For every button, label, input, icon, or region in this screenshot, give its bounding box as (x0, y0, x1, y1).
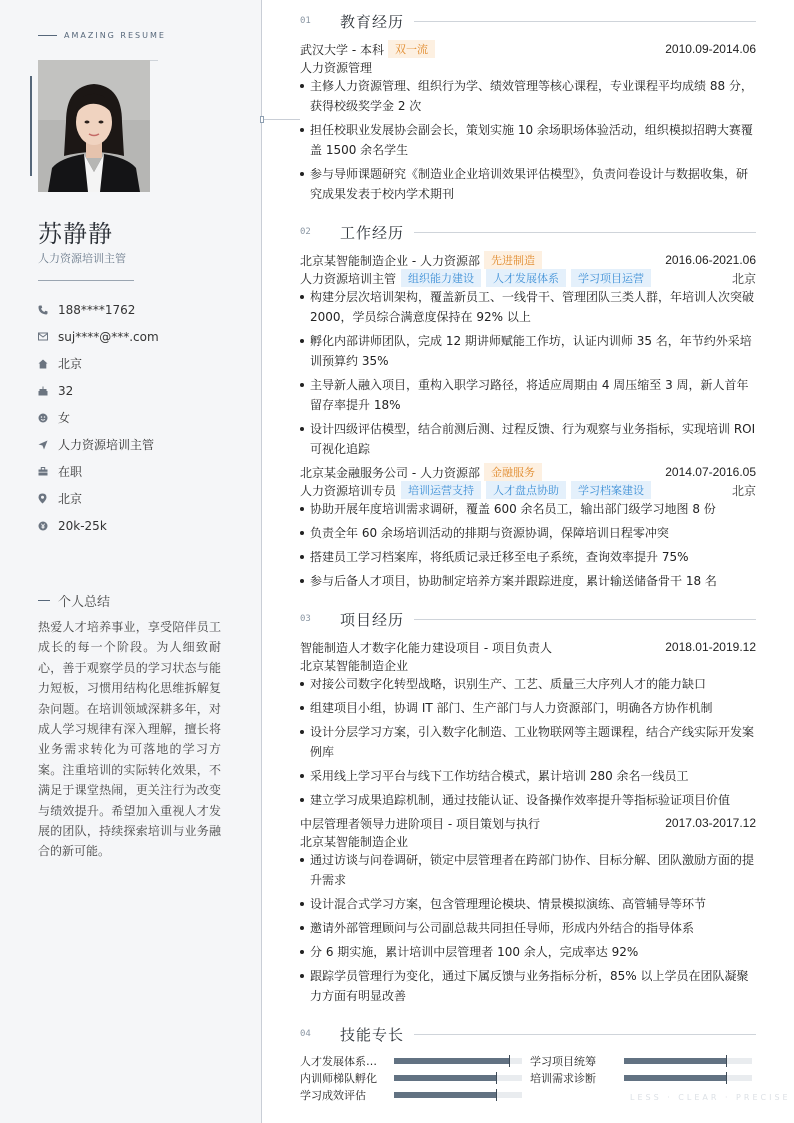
job-tag: 人才盘点协助 (486, 481, 566, 499)
skill-bar-marker (726, 1055, 727, 1067)
section-rule (414, 232, 756, 233)
list-item: 跟踪学员管理行为变化，通过下属反馈与业务指标分析，85% 以上学员在团队凝聚力方面有明显改善 (300, 966, 756, 1006)
job-2-position-row (300, 481, 756, 499)
project-1-header (300, 638, 756, 656)
brand (38, 31, 166, 40)
brand-text: AMAZING RESUME (64, 31, 166, 40)
contact-target-role (38, 431, 238, 458)
contact-home-value: 北京 (58, 357, 83, 371)
project-2-org-row (300, 832, 756, 850)
list-item: 对接公司数字化转型战略，识别生产、工艺、质量三大序列人才的能力缺口 (300, 674, 756, 694)
project-org: 北京某智能制造企业 (300, 658, 409, 673)
name-divider (38, 280, 134, 281)
skill-bar (394, 1075, 522, 1081)
section-title: 工作经历 (340, 223, 405, 242)
section-rule (414, 21, 756, 22)
project-name: 智能制造人才数字化能力建设项目 - 项目负责人 (300, 640, 552, 655)
contact-age-value: 32 (58, 383, 74, 398)
industry-badge: 先进制造 (484, 251, 542, 269)
skill-bar-marker (726, 1072, 727, 1084)
skill-item (530, 1054, 752, 1068)
skill-bar-fill (624, 1075, 726, 1081)
contact-phone-value: 188****1762 (58, 302, 136, 317)
list-item: 设计四级评估模型，结合前测后测、过程反馈、行为观察与业务指标，实现培训 ROI 可视化追踪 (300, 419, 756, 459)
project-2-bullets (300, 850, 756, 1010)
skill-item (300, 1071, 522, 1085)
job-date: 2014.07-2016.05 (665, 465, 756, 479)
section-number: 01 (300, 16, 311, 26)
job-1-header (300, 251, 756, 269)
skill-bar-fill (624, 1058, 726, 1064)
skill-label: 培训需求诊断 (530, 1072, 596, 1085)
list-item: 建立学习成果追踪机制，通过技能认证、设备操作效率提升等指标验证项目价值 (300, 790, 756, 810)
contact-home (38, 350, 238, 377)
job-company: 北京某金融服务公司 - 人力资源部 (300, 465, 480, 480)
summary-heading (38, 591, 110, 610)
skill-label: 人才发展体系… (300, 1055, 377, 1068)
list-item: 邀请外部管理顾问与公司副总裁共同担任导师，形成内外结合的指导体系 (300, 918, 756, 938)
skill-bar-marker (509, 1055, 510, 1067)
skill-bar-fill (394, 1075, 496, 1081)
major: 人力资源管理 (300, 60, 373, 75)
contact-salary-value: 20k-25k (58, 518, 107, 533)
salary-icon (38, 521, 58, 531)
school-badge: 双一流 (388, 40, 435, 58)
list-item: 设计混合式学习方案，包含管理理论模块、情景模拟演练、高管辅导等环节 (300, 894, 756, 914)
section-work-heading (300, 222, 756, 242)
summary-text: 热爱人才培养事业，享受陪伴员工成长的每一个阶段。为人细致耐心，善于观察学员的学习状态与能力短板，习惯用结构化思维拆解复杂问题。在培训领域深耕多年，对成人学习规律有深入理解，擅长将业务需求转化为可落地的学习方案。注重培训的实际转化效果，不满足于课堂热闹，更关注行为改变与绩效提升。希望加入重视人才发展的团队，持续探索培训与业务融合的新可能。 (38, 620, 221, 859)
job-location: 北京 (731, 483, 756, 498)
job-position: 人力资源培训专员 (300, 483, 397, 498)
section-title: 技能专长 (340, 1025, 405, 1044)
watermark: LESS · CLEAR · PRECISE (630, 1093, 791, 1102)
section-education-heading (300, 11, 756, 31)
section-rule (414, 619, 756, 620)
project-2-header (300, 814, 756, 832)
skill-bar (624, 1075, 752, 1081)
skill-bar (624, 1058, 752, 1064)
job-1-bullets (300, 287, 756, 463)
education-major-row (300, 58, 756, 76)
skill-label: 学习项目统筹 (530, 1055, 596, 1068)
skill-bar-marker (496, 1072, 497, 1084)
skill-bar (394, 1058, 522, 1064)
timeline-marker (260, 116, 264, 123)
project-org: 北京某智能制造企业 (300, 834, 409, 849)
summary-title: 个人总结 (58, 595, 111, 610)
candidate-role: 人力资源培训主管 (38, 252, 126, 265)
project-1-bullets (300, 674, 756, 814)
job-tag: 人才发展体系 (486, 269, 566, 287)
list-item: 搭建员工学习档案库，将纸质记录迁移至电子系统，查询效率提升 75% (300, 547, 756, 567)
list-item: 参与导师课题研究《制造业企业培训效果评估模型》，负责问卷设计与数据收集，研究成果发表于校内学术期刊 (300, 164, 756, 204)
list-item: 设计分层学习方案，引入数字化制造、工业物联网等主题课程，结合产线实际开发案例库 (300, 722, 756, 762)
sidebar (0, 0, 262, 1123)
briefcase-icon (38, 467, 58, 476)
timeline-connector (260, 119, 300, 120)
list-item: 主修人力资源管理、组织行为学、绩效管理等核心课程，专业课程平均成绩 88 分，获得校级奖学金 2 次 (300, 76, 756, 116)
list-item: 分 6 期实施，累计培训中层管理者 100 余人，完成率达 92% (300, 942, 756, 962)
contact-status-value: 在职 (58, 465, 83, 479)
photo-accent-bar (30, 76, 32, 176)
contact-gender-value: 女 (58, 411, 71, 425)
location-pin-icon (38, 493, 58, 504)
cake-icon (38, 386, 58, 396)
list-item: 通过访谈与问卷调研，锁定中层管理者在跨部门协作、目标分解、团队激励方面的提升需求 (300, 850, 756, 890)
job-2-bullets (300, 499, 756, 595)
job-date: 2016.06-2021.06 (665, 253, 756, 267)
portrait-image (38, 60, 150, 192)
section-projects-heading (300, 609, 756, 629)
job-tag: 学习档案建设 (571, 481, 651, 499)
brand-divider (38, 35, 57, 36)
skill-item (300, 1054, 522, 1068)
skill-bar-marker (496, 1089, 497, 1101)
contact-status (38, 458, 238, 485)
skill-label: 学习成效评估 (300, 1089, 366, 1102)
contact-gender (38, 404, 238, 431)
project-date: 2017.03-2017.12 (665, 816, 756, 830)
list-item: 担任校职业发展协会副会长，策划实施 10 余场职场体验活动，组织模拟招聘大赛覆盖 1500 余名学生 (300, 120, 756, 160)
contact-location (38, 485, 238, 512)
contact-target-role-value: 人力资源培训主管 (58, 438, 155, 452)
candidate-name: 苏静静 (38, 220, 113, 248)
section-rule (414, 1034, 756, 1035)
phone-icon (38, 305, 58, 315)
section-number: 02 (300, 227, 311, 237)
summary-heading-dash (38, 600, 50, 601)
project-date: 2018.01-2019.12 (665, 640, 756, 654)
job-1-position-row (300, 269, 756, 287)
section-title: 教育经历 (340, 12, 405, 31)
school-name: 武汉大学 - 本科 (300, 42, 384, 57)
mail-icon (38, 332, 58, 341)
list-item: 负责全年 60 余场培训活动的排期与资源协调，保障培训日程零冲突 (300, 523, 756, 543)
industry-badge: 金融服务 (484, 463, 542, 481)
job-tag: 学习项目运营 (571, 269, 651, 287)
section-title: 项目经历 (340, 610, 405, 629)
job-tag: 组织能力建设 (401, 269, 481, 287)
contact-email (38, 323, 238, 350)
job-location: 北京 (731, 271, 756, 286)
skill-label: 内训师梯队孵化 (300, 1072, 377, 1085)
skill-bar-fill (394, 1058, 509, 1064)
job-2-header (300, 463, 756, 481)
home-icon (38, 359, 58, 369)
contact-phone (38, 296, 238, 323)
skill-item (300, 1088, 522, 1102)
list-item: 组建项目小组，协调 IT 部门、生产部门与人力资源部门，明确各方协作机制 (300, 698, 756, 718)
education-date: 2010.09-2014.06 (665, 42, 756, 56)
list-item: 孵化内部讲师团队，完成 12 期讲师赋能工作坊，认证内训师 35 名，年节约外采培训预算约 35% (300, 331, 756, 371)
list-item: 主导新人融入项目，重构入职学习路径，将适应周期由 4 周压缩至 3 周，新人首年留存率提升 18% (300, 375, 756, 415)
contact-age (38, 377, 238, 404)
contact-list (38, 296, 238, 539)
job-company: 北京某智能制造企业 - 人力资源部 (300, 253, 480, 268)
project-name: 中层管理者领导力进阶项目 - 项目策划与执行 (300, 816, 540, 831)
contact-location-value: 北京 (58, 492, 83, 506)
list-item: 采用线上学习平台与线下工作坊结合模式，累计培训 280 余名一线员工 (300, 766, 756, 786)
education-header (300, 40, 756, 58)
contact-salary (38, 512, 238, 539)
job-tag: 培训运营支持 (401, 481, 481, 499)
send-icon (38, 440, 58, 450)
profile-photo-frame (38, 60, 158, 192)
section-number: 03 (300, 614, 311, 624)
project-1-org-row (300, 656, 756, 674)
skill-item (530, 1071, 752, 1085)
gender-icon (38, 413, 58, 423)
list-item: 参与后备人才项目，协助制定培养方案并跟踪进度，累计输送储备骨干 18 名 (300, 571, 756, 591)
job-position: 人力资源培训主管 (300, 271, 397, 286)
section-skills-heading (300, 1024, 756, 1044)
skill-bar-fill (394, 1092, 496, 1098)
profile-photo (38, 60, 150, 192)
skill-bar (394, 1092, 522, 1098)
education-bullets (300, 76, 756, 208)
list-item: 构建分层次培训架构，覆盖新员工、一线骨干、管理团队三类人群，年培训人次突破 2000，学员综合满意度保持在 92% 以上 (300, 287, 756, 327)
contact-email-value: suj****@***.com (58, 329, 159, 344)
list-item: 协助开展年度培训需求调研，覆盖 600 余名员工，输出部门级学习地图 8 份 (300, 499, 756, 519)
section-number: 04 (300, 1029, 311, 1039)
